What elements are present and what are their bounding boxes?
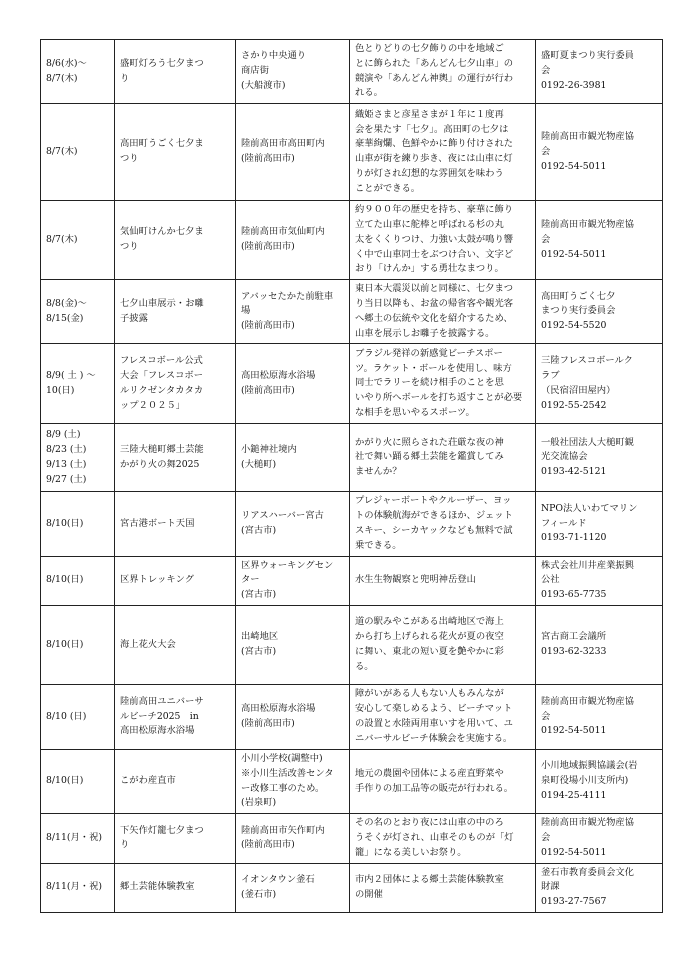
event-place bbox=[236, 492, 350, 556]
event-description-line: スキー、シーカヤックなども無料で試 bbox=[355, 524, 513, 536]
event-place bbox=[236, 424, 350, 492]
event-row bbox=[41, 424, 663, 492]
event-date bbox=[41, 492, 115, 556]
event-place-line: (宮古市) bbox=[241, 645, 277, 657]
event-place bbox=[236, 556, 350, 605]
event-place-line: (陸前高田市) bbox=[241, 241, 295, 253]
event-place bbox=[236, 749, 350, 813]
event-name bbox=[115, 605, 236, 684]
event-organizer bbox=[536, 863, 663, 912]
event-name-line: ルリクゼンタカタカ bbox=[120, 384, 204, 396]
event-date bbox=[41, 605, 115, 684]
event-description-line: へ郷土の伝統や文化を紹介するため、 bbox=[355, 312, 513, 324]
event-organizer-line: 会 bbox=[541, 710, 551, 722]
event-place-line: (宮古市) bbox=[241, 524, 277, 536]
event-date bbox=[41, 749, 115, 813]
event-organizer-line: 小川地域振興協議会(岩 bbox=[541, 760, 638, 772]
event-name-line: 高田松原海水浴場 bbox=[120, 725, 195, 737]
event-date bbox=[41, 104, 115, 201]
event-name-line: 宮古港ボート天国 bbox=[120, 517, 195, 529]
event-organizer-line: 株式会社川井産業振興 bbox=[541, 559, 634, 571]
event-name-line: 大会「フレスコボー bbox=[120, 370, 204, 382]
event-row bbox=[41, 344, 663, 424]
event-description-line: ませんか？ bbox=[355, 466, 402, 478]
event-name bbox=[115, 280, 236, 344]
event-name bbox=[115, 749, 236, 813]
event-place-line: 陸前高田市矢作町内 bbox=[241, 824, 325, 836]
event-name bbox=[115, 492, 236, 556]
event-description bbox=[350, 104, 536, 201]
event-description-line: 山車が街を練り歩き、夜には山車に灯 bbox=[355, 153, 513, 165]
event-row bbox=[41, 814, 663, 863]
event-organizer-line: 0193-65-7735 bbox=[541, 589, 607, 601]
event-place bbox=[236, 605, 350, 684]
event-date-line: 9/27 (土) bbox=[46, 473, 87, 485]
event-description-line: 色とりどりの七夕飾りの中を地域ご bbox=[355, 43, 504, 54]
event-row bbox=[41, 104, 663, 201]
event-organizer bbox=[536, 605, 663, 684]
event-place-line: (陸前高田市) bbox=[241, 384, 295, 396]
event-place-line: (大船渡市) bbox=[241, 79, 286, 91]
event-organizer-line: 0192-54-5520 bbox=[541, 320, 607, 332]
event-description-line: に舞い、東北の短い夏を艶やかに彩 bbox=[355, 645, 504, 657]
event-date-line: 8/7(木) bbox=[46, 233, 78, 245]
event-description-line: 織姫さまと彦星さまが１年に１度再 bbox=[355, 108, 504, 120]
event-date-line: 8/23 (土) bbox=[46, 444, 87, 456]
event-name bbox=[115, 863, 236, 912]
event-description-line: その名のとおり夜には山車の中のろ bbox=[355, 817, 504, 829]
event-organizer-line: 公社 bbox=[541, 574, 560, 586]
event-place-line: ター bbox=[241, 574, 260, 586]
event-name-line: 高田町うごく七夕ま bbox=[120, 138, 204, 150]
event-place bbox=[236, 104, 350, 201]
event-name bbox=[115, 104, 236, 201]
event-description bbox=[350, 424, 536, 492]
event-description bbox=[350, 492, 536, 556]
event-place-line: ※小川生活改善センタ bbox=[241, 767, 334, 779]
event-organizer-line: 高田町うごく七夕 bbox=[541, 290, 616, 302]
event-organizer-line: 釜石市教育委員会文化 bbox=[541, 866, 634, 878]
event-row bbox=[41, 201, 663, 280]
event-date-line: 8/8(金)～ bbox=[46, 297, 87, 309]
event-place-line: さかり中央通り bbox=[241, 50, 307, 62]
event-organizer-line: NPO法人いわてマリン bbox=[541, 502, 638, 514]
event-organizer bbox=[536, 492, 663, 556]
event-organizer-line: 陸前高田市観光物産協 bbox=[541, 218, 634, 230]
event-row bbox=[41, 556, 663, 605]
event-place-line: (岩泉町) bbox=[241, 797, 277, 809]
event-name bbox=[115, 556, 236, 605]
event-place bbox=[236, 40, 350, 104]
event-date-line: 8/7(木) bbox=[46, 145, 78, 157]
event-place-line: (大槌町) bbox=[241, 458, 277, 470]
event-description bbox=[350, 556, 536, 605]
event-date bbox=[41, 40, 115, 104]
event-description-line: り当日以降も、お盆の帰省客や観光客 bbox=[355, 297, 514, 309]
event-organizer bbox=[536, 424, 663, 492]
event-organizer-line: フィールド bbox=[541, 517, 587, 529]
event-place-line: 陸前高田市気仙町内 bbox=[241, 226, 325, 238]
event-row bbox=[41, 749, 663, 813]
event-description-line: りが灯され幻想的な雰囲気を味わう bbox=[355, 167, 504, 179]
event-description-line: トの体験航海ができるほか、ジェット bbox=[355, 510, 513, 522]
event-description-line: な相手を思いやるスポーツ。 bbox=[355, 407, 475, 419]
event-description-line: 東日本大震災以前と同様に、七夕まつ bbox=[355, 283, 514, 295]
event-date-line: 8/9 (土) bbox=[46, 429, 81, 441]
event-organizer bbox=[536, 749, 663, 813]
event-organizer-line: 泉町役場小川支所内) bbox=[541, 775, 629, 787]
event-place-line: 商店街 bbox=[241, 65, 269, 77]
event-place bbox=[236, 280, 350, 344]
events-table-body bbox=[41, 40, 663, 913]
event-organizer-line: 0192-54-5011 bbox=[541, 725, 607, 737]
event-name-line: 三陸大槌町郷土芸能 bbox=[120, 444, 204, 456]
event-date-line: 10(日) bbox=[46, 384, 75, 396]
event-organizer-line: 0192-54-5011 bbox=[541, 846, 607, 858]
event-organizer bbox=[536, 104, 663, 201]
event-place-line: アバッセたかた前駐車 bbox=[241, 290, 334, 302]
event-description-line: く中で山車同士をぶつけ合い、文字ど bbox=[355, 248, 514, 260]
event-organizer-line: 三陸フレスコボールク bbox=[541, 355, 633, 367]
event-organizer bbox=[536, 814, 663, 863]
events-table bbox=[40, 39, 663, 913]
event-description bbox=[350, 749, 536, 813]
event-name-line: 郷土芸能体験教室 bbox=[120, 881, 195, 893]
event-name bbox=[115, 814, 236, 863]
event-date-line: 9/13 (土) bbox=[46, 458, 87, 470]
event-name-line: つり bbox=[120, 153, 139, 165]
event-organizer bbox=[536, 201, 663, 280]
event-place-line: (陸前高田市) bbox=[241, 153, 295, 165]
event-row bbox=[41, 280, 663, 344]
event-date bbox=[41, 684, 115, 749]
event-description-line: の設置と水陸両用車いすを用いて、ユ bbox=[355, 717, 513, 729]
event-description-line: から打ち上げられる花火が夏の夜空 bbox=[355, 631, 504, 643]
event-place-line: 場 bbox=[241, 305, 251, 317]
event-name bbox=[115, 201, 236, 280]
event-description-line: 太をくくりつけ、力強い太鼓が鳴り響 bbox=[355, 233, 514, 245]
event-name-line: 海上花火大会 bbox=[120, 638, 176, 650]
event-place bbox=[236, 684, 350, 749]
event-description-line: うそくが灯され、山車そのものが「灯 bbox=[355, 831, 514, 843]
event-description-line: 乗できる。 bbox=[355, 539, 402, 551]
event-date bbox=[41, 344, 115, 424]
event-row bbox=[41, 605, 663, 684]
event-name-line: 気仙町けんか七夕ま bbox=[120, 226, 204, 238]
event-date bbox=[41, 556, 115, 605]
event-place bbox=[236, 201, 350, 280]
event-description-line: る。 bbox=[355, 660, 374, 672]
event-date-line: 8/11(月・祝) bbox=[46, 831, 103, 843]
event-description-line: 競演や「あんどん神輿」の運行が行わ bbox=[355, 72, 514, 84]
event-organizer-line: （民宿沼田屋内） bbox=[541, 384, 616, 396]
event-name bbox=[115, 684, 236, 749]
event-name bbox=[115, 40, 236, 104]
event-name-line: 盛町灯ろう七夕まつ bbox=[120, 57, 204, 69]
event-organizer bbox=[536, 40, 663, 104]
event-organizer-line: 会 bbox=[541, 233, 551, 245]
event-place-line: (陸前高田市) bbox=[241, 320, 295, 332]
event-description-line: 同士でラリーを続け相手のことを思 bbox=[355, 377, 504, 389]
event-row bbox=[41, 40, 663, 104]
event-organizer-line: 光交流協会 bbox=[541, 451, 588, 463]
event-name-line: 子披露 bbox=[120, 312, 148, 324]
event-organizer bbox=[536, 684, 663, 749]
event-organizer-line: 宮古商工会議所 bbox=[541, 631, 607, 643]
event-description-line: 山車を展示しお囃子を披露する。 bbox=[355, 327, 495, 339]
event-description-line: 道の駅みやこがある出崎地区で海上 bbox=[355, 616, 504, 628]
event-name bbox=[115, 424, 236, 492]
event-description-line: おり「けんか」する勇壮なまつり。 bbox=[355, 263, 504, 275]
event-organizer-line: 0192-54-5011 bbox=[541, 160, 607, 172]
event-place-line: 小鎚神社境内 bbox=[241, 444, 297, 456]
event-name-line: 七夕山車展示・お囃 bbox=[120, 297, 204, 309]
event-description-line: 安心して楽しめるよう、ビーチマット bbox=[355, 703, 513, 715]
event-description bbox=[350, 201, 536, 280]
event-organizer-line: 陸前高田市観光物産協 bbox=[541, 695, 634, 707]
event-organizer-line: 0192-26-3981 bbox=[541, 79, 607, 91]
event-description-line: 障がいがある人もない人もみんなが bbox=[355, 688, 504, 700]
event-description-line: 地元の農園や団体による産直野菜や bbox=[355, 767, 504, 779]
event-place bbox=[236, 344, 350, 424]
event-name-line: り bbox=[120, 72, 130, 84]
event-date-line: 8/10(日) bbox=[46, 517, 84, 529]
event-description-line: 会を果たす「七夕」。高田町の七夕は bbox=[355, 123, 509, 135]
event-place-line: (陸前高田市) bbox=[241, 717, 295, 729]
event-description-line: とに飾られた「あんどん七夕山車」の bbox=[355, 57, 514, 69]
event-description-line: ブラジル発祥の新感覚ビーチスポー bbox=[355, 347, 503, 359]
event-place-line: リアスハーバー宮古 bbox=[241, 510, 324, 522]
event-row bbox=[41, 684, 663, 749]
event-description-line: かがり火に照らされた荘厳な夜の神 bbox=[355, 436, 504, 448]
event-description-line: 水生生物観察と兜明神岳登山 bbox=[355, 574, 476, 586]
event-description-line: れる。 bbox=[355, 87, 383, 99]
event-place-line: 高田松原海水浴場 bbox=[241, 370, 316, 382]
event-name-line: 下矢作灯籠七夕まつ bbox=[120, 824, 204, 836]
event-organizer-line: 0192-55-2542 bbox=[541, 399, 607, 411]
event-organizer-line: 0193-27-7567 bbox=[541, 896, 607, 908]
event-date bbox=[41, 863, 115, 912]
event-description-line: 籠」になる美しいお祭り。 bbox=[355, 846, 467, 858]
event-description bbox=[350, 280, 536, 344]
event-name-line: 陸前高田ユニバーサ bbox=[120, 695, 204, 707]
event-description bbox=[350, 863, 536, 912]
event-description bbox=[350, 814, 536, 863]
event-description-line: いやり所へボールを打ち返すことが必要 bbox=[355, 392, 523, 404]
event-date-line: 8/10(日) bbox=[46, 574, 84, 586]
event-date-line: 8/9( 土 ) ～ bbox=[46, 370, 96, 382]
event-place-line: 区界ウォーキングセン bbox=[241, 559, 334, 571]
event-name-line: こがわ産直市 bbox=[120, 775, 176, 787]
event-place-line: 陸前高田市高田町内 bbox=[241, 138, 325, 150]
event-place-line: 高田松原海水浴場 bbox=[241, 703, 316, 715]
event-organizer-line: 会 bbox=[541, 831, 551, 843]
event-name bbox=[115, 344, 236, 424]
event-name-line: ルビーチ2025 in bbox=[120, 710, 199, 722]
event-description-line: ニバーサルビーチ体験会を実施する。 bbox=[355, 732, 513, 744]
event-organizer-line: 0193-42-5121 bbox=[541, 466, 607, 478]
event-place-line: イオンタウン釜石 bbox=[241, 873, 315, 885]
event-description-line: の開催 bbox=[355, 888, 383, 900]
event-description-line: 約９００年の歴史を持ち、豪華に飾り bbox=[355, 204, 514, 216]
event-date bbox=[41, 280, 115, 344]
event-place bbox=[236, 863, 350, 912]
event-organizer-line: 盛町夏まつり実行委員 bbox=[541, 50, 634, 62]
event-place-line: (陸前高田市) bbox=[241, 839, 295, 851]
event-name-line: ップ２０２５」 bbox=[120, 399, 186, 411]
event-description bbox=[350, 684, 536, 749]
event-name-line: 区界トレッキング bbox=[120, 574, 195, 586]
event-organizer-line: まつり実行委員会 bbox=[541, 305, 616, 317]
event-name-line: つり bbox=[120, 241, 139, 253]
event-place-line: ー改修工事のため。 bbox=[241, 782, 325, 794]
event-description-line: ツ。ラケット・ボールを使用し、味方 bbox=[355, 362, 512, 374]
event-date-line: 8/11(月・祝) bbox=[46, 881, 103, 893]
event-organizer-line: 財課 bbox=[541, 881, 560, 893]
event-organizer-line: 0194-25-4111 bbox=[541, 789, 607, 801]
event-description bbox=[350, 605, 536, 684]
event-description-line: 手作りの加工品等の販売が行われる。 bbox=[355, 782, 514, 794]
event-organizer bbox=[536, 556, 663, 605]
event-organizer-line: ラブ bbox=[541, 370, 560, 382]
event-name-line: かがり火の舞2025 bbox=[120, 458, 200, 470]
event-date-line: 8/10 (日) bbox=[46, 710, 87, 722]
event-place-line: 小川小学校(調整中) bbox=[241, 752, 323, 764]
event-name-line: フレスコボール公式 bbox=[120, 355, 203, 367]
event-organizer-line: 0193-71-1120 bbox=[541, 532, 607, 544]
event-organizer-line: 会 bbox=[541, 65, 551, 77]
event-row bbox=[41, 492, 663, 556]
event-date-line: 8/6(水)～ bbox=[46, 57, 87, 69]
event-organizer-line: 会 bbox=[541, 145, 551, 157]
event-date bbox=[41, 424, 115, 492]
event-date-line: 8/10(日) bbox=[46, 775, 84, 787]
event-date bbox=[41, 201, 115, 280]
event-description-line: 立てた山車に舵棒と呼ばれる杉の丸 bbox=[355, 218, 504, 230]
event-place-line: 出崎地区 bbox=[241, 631, 279, 643]
event-description-line: ことができる。 bbox=[355, 182, 421, 194]
event-row bbox=[41, 863, 663, 912]
event-organizer-line: 0193-62-3233 bbox=[541, 645, 607, 657]
event-place-line: (宮古市) bbox=[241, 589, 277, 601]
event-place bbox=[236, 814, 350, 863]
event-date-line: 8/10(日) bbox=[46, 638, 84, 650]
event-date-line: 8/7(木) bbox=[46, 72, 78, 84]
event-organizer-line: 陸前高田市観光物産協 bbox=[541, 130, 634, 142]
event-description-line: 豪華絢爛、色鮮やかに飾り付けされた bbox=[355, 138, 514, 150]
event-place-line: (釜石市) bbox=[241, 888, 277, 900]
event-date-line: 8/15(金) bbox=[46, 312, 84, 324]
event-organizer-line: 0192-54-5011 bbox=[541, 248, 607, 260]
event-description-line: 社で舞い踊る郷土芸能を鑑賞してみ bbox=[355, 451, 504, 463]
event-organizer bbox=[536, 344, 663, 424]
event-organizer bbox=[536, 280, 663, 344]
event-name-line: り bbox=[120, 839, 130, 851]
event-description-line: 市内２団体による郷土芸能体験教室 bbox=[355, 873, 504, 885]
event-description-line: プレジャーボートやクルーザー、ヨッ bbox=[355, 495, 512, 507]
event-description bbox=[350, 344, 536, 424]
event-organizer-line: 陸前高田市観光物産協 bbox=[541, 817, 634, 829]
event-organizer-line: 一般社団法人大槌町観 bbox=[541, 436, 634, 448]
event-description bbox=[350, 40, 536, 104]
event-date bbox=[41, 814, 115, 863]
